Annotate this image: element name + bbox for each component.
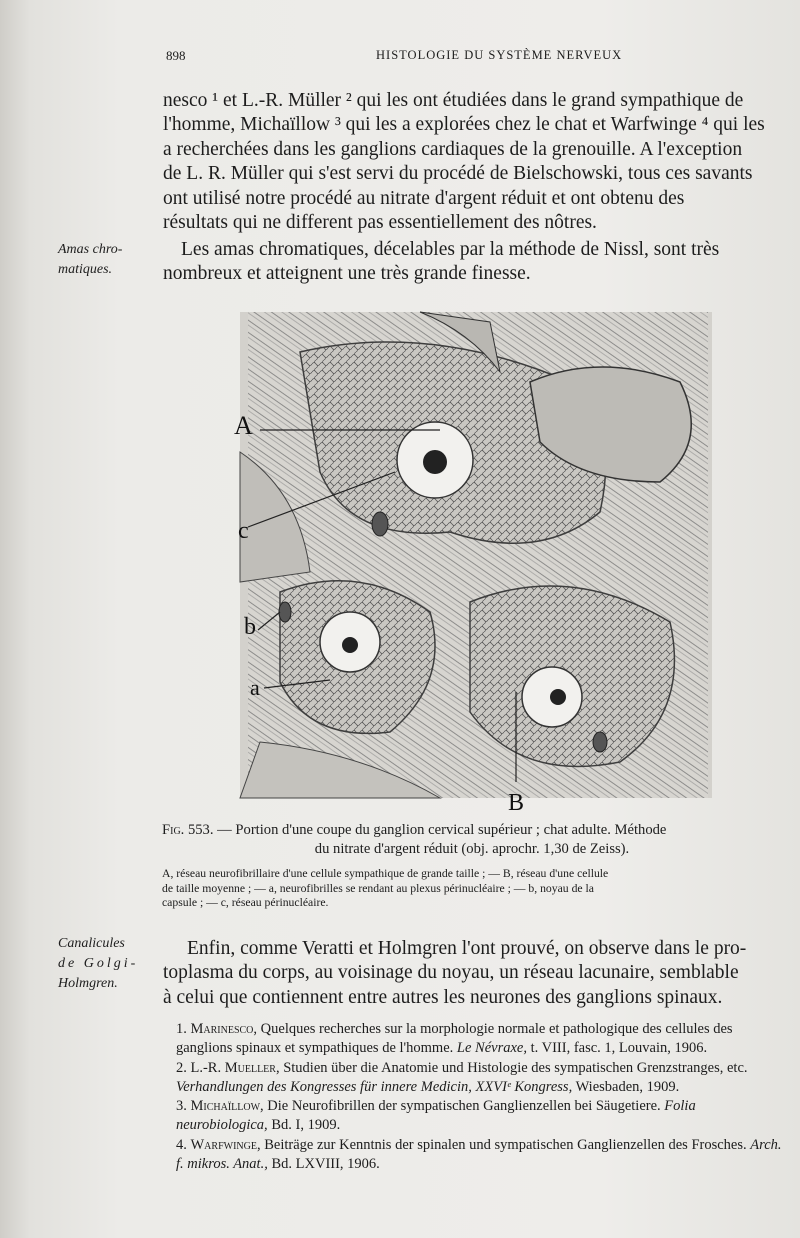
paragraph-1 (163, 89, 793, 235)
footnote-rest: Bd. LXVIII, 1906. (267, 1156, 380, 1173)
footnote-rest: Bd. I, 1909. (267, 1117, 341, 1134)
footnote-1 (162, 1020, 782, 1059)
figure-caption (162, 821, 782, 859)
footnote-author: Michaïllow, (190, 1098, 264, 1115)
caption-text: — Portion d'une coupe du ganglion cervical supérieur ; chat adulte. Méthode (213, 822, 667, 838)
footnote-journal: Arch. f. mikros. Anat., (176, 1136, 782, 1173)
footnote-number: 4. (176, 1136, 187, 1153)
footnotes (162, 1020, 782, 1174)
caption-line: du nitrate d'argent réduit (obj. aprochr. 1,30 de Zeiss). (314, 841, 630, 857)
key-line: A, réseau neurofibrillaire d'une cellule sympathique de grande taille ; — B, réseau d'une cellule (162, 867, 609, 880)
footnote-text: Beiträge zur Kenntnis der spinalen und sympatischen Ganglienzellen des Frosches. (260, 1136, 751, 1153)
text-line: ont utilisé notre procédé au nitrate d'argent réduit et ont obtenu des (163, 187, 685, 209)
text-line: l'homme, Michaïllow ³ qui les a explorées chez le chat et Warfwinge ⁴ qui les (163, 114, 765, 136)
page-number: 898 (166, 48, 186, 63)
text-line: Les amas chromatiques, décelables par la méthode de Nissl, sont très (181, 239, 720, 260)
text-line: de L. R. Müller qui s'est servi du procédé de Bielschowski, tous ces savants (163, 163, 753, 185)
footnote-number: 3. (176, 1098, 187, 1115)
figure-label-A: A (234, 411, 253, 440)
key-line: capsule ; — c, réseau périnucléaire. (162, 896, 329, 909)
text-line: a recherchées dans les ganglions cardiaques de la grenouille. A l'exception (163, 138, 743, 160)
text-line: Enfin, comme Veratti et Holmgren l'ont prouvé, on observe dans le pro- (187, 938, 747, 959)
figure-label-B: B (508, 790, 525, 816)
footnote-rest: Wiesbaden, 1909. (572, 1078, 680, 1095)
footnote-3 (162, 1097, 782, 1136)
footnote-4 (162, 1136, 782, 1175)
key-line: de taille moyenne ; — a, neurofibrilles se rendant au plexus périnucléaire ; — b, noyau de la (162, 881, 594, 895)
text-line: résultats qui ne different pas essentiellement des nôtres. (163, 212, 597, 234)
footnote-text: Quelques recherches sur la morphologie normale et pathologique des cellules des ganglions spinaux et sympathiques de l'homme. (176, 1021, 733, 1057)
figure-label-b: b (244, 614, 256, 640)
footnote-text: Studien über die Anatomie und Histologie des sympatischen Grenzstranges, etc. (279, 1059, 748, 1076)
footnote-author: L.-R. Mueller, (190, 1059, 280, 1076)
footnote-journal: Folia neurobiologica, (176, 1098, 696, 1134)
text-line: nesco ¹ et L.-R. Müller ² qui les ont étudiées dans le grand sympathique de (163, 90, 744, 111)
footnote-journal: Verhandlungen des Kongresses für innere Medicin, XXVIᵉ Kongress, (176, 1078, 573, 1095)
footnote-2 (162, 1059, 782, 1098)
margin-note-line: de Golgi- (58, 956, 139, 971)
margin-note-line: Amas chro- (58, 242, 123, 257)
text-line: toplasma du corps, au voisinage du noyau, un réseau lacunaire, semblable (163, 962, 739, 984)
footnote-rest: t. VIII, fasc. 1, Louvain, 1906. (526, 1040, 708, 1057)
figure-553-illustration (234, 312, 712, 816)
footnote-journal: Le Névraxe, (456, 1040, 527, 1057)
margin-note-amas (58, 240, 158, 280)
paragraph-3 (163, 937, 793, 1010)
text-line: à celui que contiennent entre autres les neurones des ganglions spinaux. (163, 986, 723, 1008)
footnote-number: 2. (176, 1059, 187, 1076)
footnote-number: 1. (176, 1021, 187, 1037)
margin-note-line: matiques. (58, 262, 113, 277)
paragraph-2 (163, 238, 793, 287)
figure-label-a: a (250, 675, 260, 700)
footnote-text: Die Neurofibrillen der sympatischen Ganglienzellen bei Säugetiere. (263, 1098, 665, 1115)
footnote-author: Warfwinge, (190, 1136, 261, 1153)
text-line: nombreux et atteignent une très grande finesse. (163, 263, 531, 285)
running-title: HISTOLOGIE DU SYSTÈME NERVEUX (376, 48, 623, 62)
histology-drawing (234, 312, 712, 816)
figure-label-c: c (238, 518, 249, 544)
margin-note-line: Canalicules (58, 936, 125, 951)
caption-line (162, 821, 782, 840)
figure-key (162, 867, 782, 911)
margin-note-line: Holmgren. (58, 976, 118, 991)
figure-number: Fig. 553. (162, 822, 214, 838)
footnote-author: Marinesco, (190, 1021, 258, 1037)
margin-note-canalicules (58, 934, 158, 994)
